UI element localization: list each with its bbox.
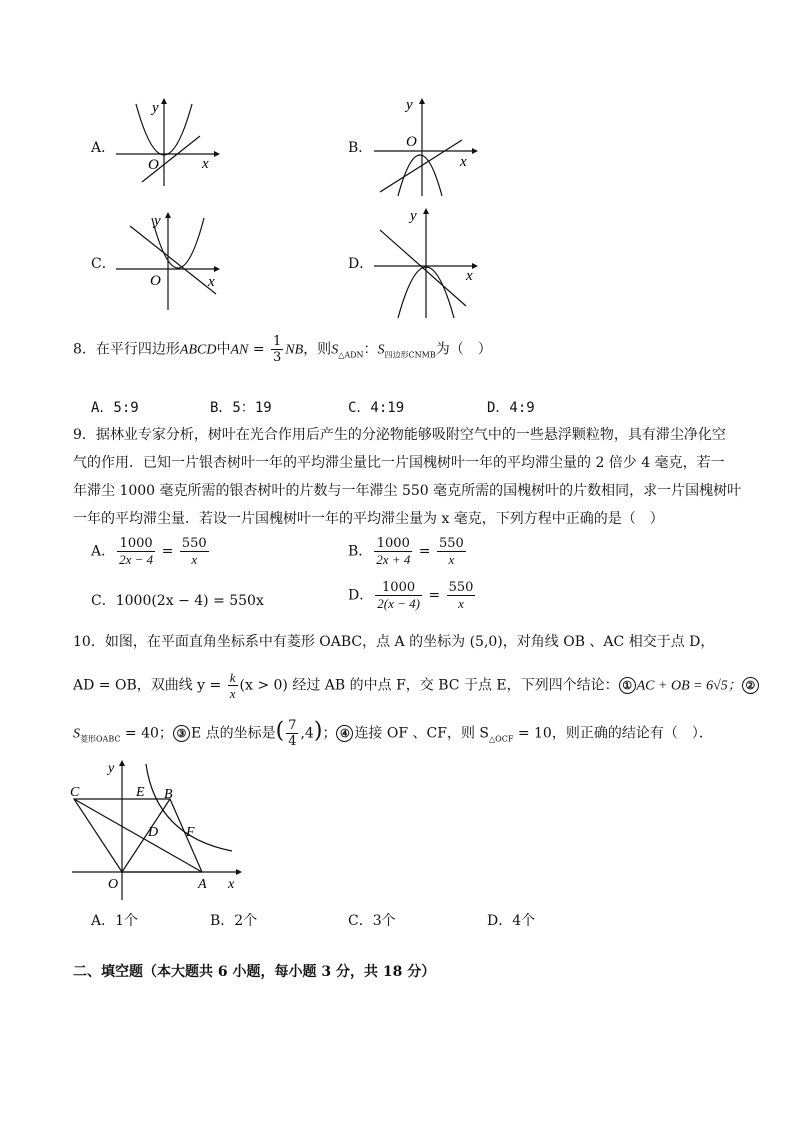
svg-text:x: x xyxy=(466,268,473,284)
svg-text:x: x xyxy=(208,274,215,290)
q8-option-a: A．5:9 xyxy=(91,400,139,416)
q9-line-4: 一年的平均滞尘量．若设一片国槐树叶一年的平均滞尘量为 x 毫克，下列方程中正确的是（ ） xyxy=(73,511,664,527)
q8-option-b: B．5：19 xyxy=(210,400,272,416)
section-2-heading: 二、填空题（本大题共 6 小题，每小题 3 分，共 18 分） xyxy=(73,964,436,980)
svg-text:F: F xyxy=(186,825,195,840)
q8-option-d: D．4:9 xyxy=(487,400,535,416)
svg-text:y: y xyxy=(410,208,417,224)
svg-text:C: C xyxy=(70,785,80,800)
q10-option-c: C．3个 xyxy=(348,913,396,929)
svg-text:E: E xyxy=(136,785,145,800)
q9-option-b: B． $\frac{1000}{2x + 4}$ = $\frac{550}{x}$ xyxy=(348,536,464,567)
q10-line-3: $S_{菱形OABC} = 40$； ③ E 点的坐标是( $\frac{7}{4}$ ,4)； ④ 连接 OF 、CF，则 $S_{\triangle OCF} = 10$，则正确的结论有（ ）． xyxy=(73,718,713,749)
q10-option-a: A．1个 xyxy=(91,913,139,929)
q10-line-1: 10．如图，在平面直角坐标系中有菱形 OABC，点 A 的坐标为 (5,0)，对角线 OB 、AC 相交于点 D， xyxy=(73,634,715,650)
q10-option-d: D．4个 xyxy=(487,913,536,929)
svg-text:O: O xyxy=(406,134,417,150)
q8-option-c: C．4:19 xyxy=(348,400,405,416)
svg-text:y: y xyxy=(108,761,115,776)
svg-text:B: B xyxy=(164,787,173,802)
q10-line-2: AD = OB，双曲线 y = $\frac{k}{x}$ (x > 0) 经过 AB 的中点 F，交 BC 于点 E，下列四个结论： ① AC + OB = 6√5； ② xyxy=(73,670,760,701)
q9-option-d: D． $\frac{1000}{2(x - 4)}$ = $\frac{550}{x}$ xyxy=(348,580,474,611)
q7-graph-c xyxy=(112,208,224,312)
svg-text:y: y xyxy=(406,97,413,113)
x-axis-label: x xyxy=(202,156,209,172)
q10-rhombus-figure xyxy=(64,756,254,904)
svg-text:D: D xyxy=(148,825,159,840)
q7-graph-a xyxy=(112,96,222,188)
svg-text:x: x xyxy=(228,877,235,892)
q7-option-c-label: C． xyxy=(91,256,116,272)
q9-option-c: C．1000(2x − 4) = 550x xyxy=(91,593,264,609)
q9-line-2: 气的作用．已知一片银杏树叶一年的平均滞尘量比一片国槐树叶一年的平均滞尘量的 2 倍少 4 毫克，若一 xyxy=(73,455,725,471)
q10-option-b: B．2个 xyxy=(210,913,258,929)
q9-line-3: 年滞尘 1000 毫克所需的银杏树叶的片数与一年滞尘 550 毫克所需的国槐树叶的片数相同，求一片国槐树叶 xyxy=(73,483,742,499)
q7-option-d-label: D． xyxy=(348,256,374,272)
q9-option-a: A． $\frac{1000}{2x - 4}$ = $\frac{550}{x}$ xyxy=(91,536,207,567)
svg-text:y: y xyxy=(154,213,161,229)
q7-graph-d xyxy=(370,204,482,320)
q9-line-1: 9．据林业专家分析，树叶在光合作用后产生的分泌物能够吸附空气中的一些悬浮颗粒物，具有滞尘净化空 xyxy=(73,427,726,443)
q8-stem: 8．在平行四边形ABCD中AN = $\frac{1}{3}$ NB，则$S_{\triangle ADN}$：$S_{四边形CNMB}$为（ ） xyxy=(73,334,492,365)
svg-text:x: x xyxy=(460,154,467,170)
q7-graph-b xyxy=(370,94,482,198)
q7-option-a-label: A． xyxy=(91,140,116,156)
q7-option-b-label: B． xyxy=(348,140,373,156)
svg-text:O: O xyxy=(150,273,161,289)
svg-text:A: A xyxy=(198,877,207,892)
svg-text:O: O xyxy=(108,877,119,892)
y-axis-label: y xyxy=(152,100,159,116)
origin-label: O xyxy=(148,157,159,173)
